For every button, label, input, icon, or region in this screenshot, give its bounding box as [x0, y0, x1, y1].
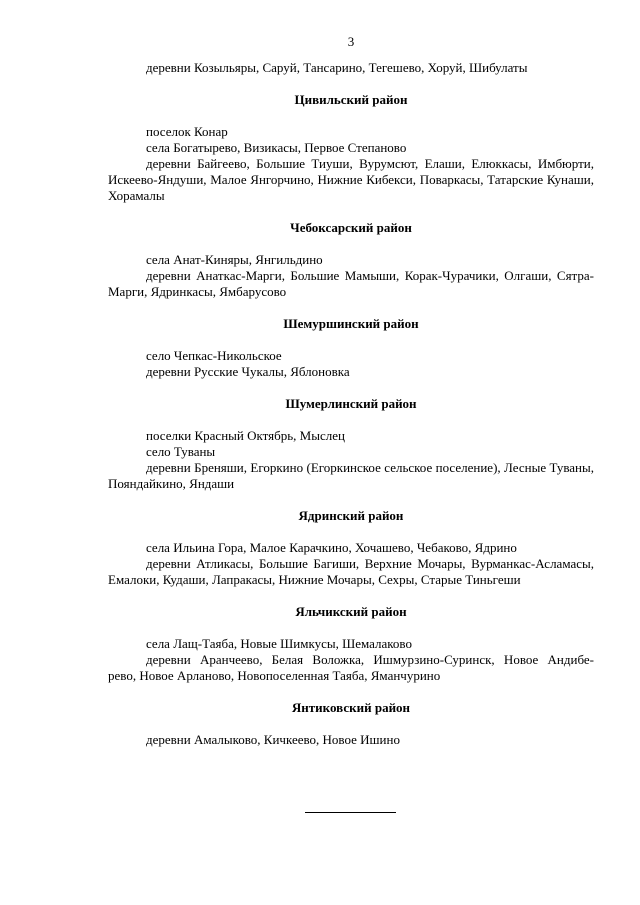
settlement-line: деревни Русские Чукалы, Яблоновка [146, 364, 350, 379]
settlement-line: поселки Красный Октябрь, Мыслец [146, 428, 345, 443]
settlement-line: деревни Байгеево, Большие Тиуши, Вурумсют, Елаши, Елюккасы, Имбюрти, Искеево-Яндуши, Малое Янгорчино, Нижние Кибекси, Поваркасы, Татарские Кунаши, Хорамалы [108, 156, 594, 203]
settlement-line: деревни Амалыково, Кичкеево, Новое Ишино [146, 732, 400, 747]
settlement-line: села Анат-Киняры, Янгильдино [146, 252, 323, 267]
district-list-yalchiksky [108, 636, 594, 684]
settlement-line: деревни Атликасы, Большие Багиши, Верхние Мочары, Вурманкас-Асламасы, Емалоки, Кудаши, Лапракасы, Нижние Мочары, Сехры, Старые Тиньгеши [108, 556, 594, 587]
settlement-line: село Туваны [146, 444, 216, 459]
district-heading-yantikovsky: Янтиковский район [291, 700, 411, 715]
settlement-line: деревни Аранчеево, Белая Воложка, Ишмурзино-Суринск, Новое Андибе- [146, 652, 594, 667]
district-heading-yadrinsky: Ядринский район [298, 508, 404, 523]
end-rule [305, 812, 396, 813]
district-heading-shumerlinsky: Шумерлинский район [285, 396, 417, 411]
settlement-line: деревни Бреняши, Егоркино (Егоркинское сельское поселение), Лесные Туваны, Пояндайкино, Яндаши [108, 460, 594, 491]
district-heading-tsivilsky: Цивильский район [294, 92, 408, 107]
settlement-line: села Ильина Гора, Малое Карачкино, Хочашево, Чебаково, Ядрино [146, 540, 517, 555]
settlement-line: села Богатырево, Визикасы, Первое Степаново [146, 140, 407, 155]
district-list-cheboksarsky [108, 252, 594, 300]
page-number: 3 [347, 34, 355, 49]
district-heading-shemurshinsky: Шемуршинский район [283, 316, 419, 331]
district-list-tsivilsky [108, 124, 594, 204]
document-page [108, 34, 594, 748]
district-list-yantikovsky [108, 732, 594, 748]
settlement-line: рево, Новое Арланово, Новопоселенная Таяба, Яманчурино [108, 668, 441, 683]
settlement-line: деревни Анаткас-Марги, Большие Мамыши, Корак-Чурачики, Олгаши, Сятра-Марги, Ядринкасы, Ямбарусово [108, 268, 594, 299]
settlement-line: село Чепкас-Никольское [146, 348, 282, 363]
district-list-shumerlinsky [108, 428, 594, 492]
settlement-line: села Лащ-Таяба, Новые Шимкусы, Шемалаково [146, 636, 412, 651]
settlement-line: поселок Конар [146, 124, 228, 139]
district-list-yadrinsky [108, 540, 594, 588]
continued-village-list: деревни Козыльяры, Саруй, Тансарино, Тегешево, Хоруй, Шибулаты [146, 60, 528, 75]
district-heading-yalchiksky: Яльчикский район [295, 604, 407, 619]
district-list-shemurshinsky [108, 348, 594, 380]
district-heading-cheboksarsky: Чебоксарский район [290, 220, 412, 235]
